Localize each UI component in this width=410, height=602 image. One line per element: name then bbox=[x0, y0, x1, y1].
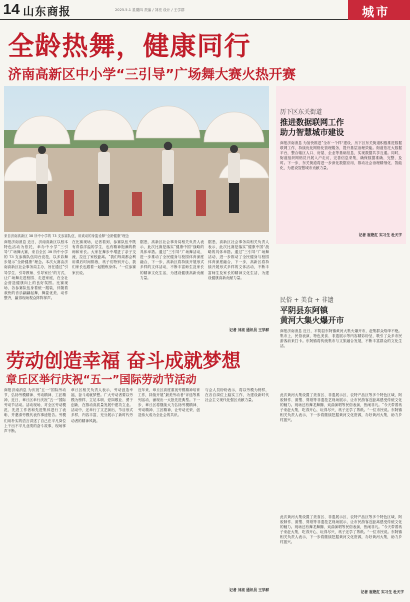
lead-body-col1: 商报济南消息 近日，济南高新区以校本特色活动为依托，举办中小学“三引导”广场舞大赛，来自全区 38 所中小学的 73 支参赛队伍同台竞技，以多彩舞步展示“全龄健康”理念。本次大赛由济南高新区社会事务局主办，旨在通过“引导学生、引导教师、引导家长”的方式，让广场舞走进校园、走进家庭，在全社会营造健康向上的良好氛围。比赛现场，各参赛队伍身着统一服装，伴随着欢快的音乐翩翩起舞，舞姿优美、动作整齐，赢得现场观众阵阵掌声。 bbox=[4, 240, 68, 301]
second-credit: 记者 刘亮 通讯员 王学群 bbox=[229, 588, 269, 592]
story1-body: 商报济南消息 为加快推进“全市一个样”建设，历下区东关街道积极推进数据联网工作，持续优化网格化管理服务，提升基层治理效能。街道依托大数据平台，整合辖区人口、房屋、企业等基础信息，实现数据共享互通。同时，街道组织网格员开展入户走访，完善信息采集，确保数据准确、完整、及时。下一步，东关街道将进一步深化数据应用，推动社会治理精细化、智能化，为建设智慧城市贡献力量。 bbox=[280, 141, 402, 171]
lead-body-col3: 据悉，高新区社会事务局相关负责人表示，此次比赛是落实“健康中国”战略的具体举措。通过“三引导”广场舞活动，进一步推动了全民健身与校园体育深度融合，下一步，高新区将持续开展形式多样的文体活动，不断丰富师生及家长的精神文化生活，为建设健康高新贡献力量。 bbox=[140, 240, 204, 280]
section-tab bbox=[348, 0, 410, 20]
story2-kicker: 民俗 + 美食 + 非遗 bbox=[280, 297, 334, 304]
lead-credit: 记者 刘亮 通讯员 王学群 bbox=[229, 328, 269, 332]
second-subtitle: 章丘区举行庆祝“五一”国际劳动节活动 bbox=[6, 373, 197, 386]
second-body-col1: 商报济南消息 为庆祝“五一”国际劳动节，弘扬劳模精神、劳动精神、工匠精神，近日，章丘区举行庆祝“五一”国际劳动节活动。活动现场，对全区劳动模范、先进工作者和先进集体进行了表彰，并邀请劳模代表作事迹报告。劳模们用朴实的语言讲述了自己在平凡岗位上干出不平凡业绩的奋斗故事，现场掌声不断。 bbox=[4, 388, 66, 433]
second-body-col4: 与会人员纷纷表示，将以劳模为榜样，在各自岗位上踏实工作，为建设新时代社会主义现代化强区贡献力量。 bbox=[205, 388, 269, 403]
lead-title: 全龄热舞，健康同行 bbox=[8, 32, 252, 62]
story1-credit: 记者 崔艳红 实习生 杜天宇 bbox=[358, 233, 402, 237]
dancers-photo bbox=[4, 86, 269, 232]
second-body-col2: 章丘区相关负责人表示，劳动创造幸福，奋斗成就梦想。广大劳动者要以劳模为榜样，立足本职、爱岗敬业、勇于创新，在推动高质量发展中建功立业。活动中，还举行了文艺演出，节目形式多样，内容丰富，充分展示了新时代劳动者的精神风貌。 bbox=[71, 388, 133, 423]
sidebar bbox=[276, 86, 406, 511]
sidebar-story1 bbox=[276, 86, 406, 244]
masthead-meta: 2025.5.1 星期四 责编 / 刘亮 设计 / 王学群 bbox=[115, 8, 185, 12]
sidebar-story2 bbox=[276, 248, 406, 508]
lead-body-col4: 据悉，高新区社会事务局相关负责人表示，此次比赛是落实“健康中国”战略的具体举措。通过“三引导”广场舞活动，进一步推动了全民健身与校园体育深度融合，下一步，高新区将持续开展形式多样的文体活动，不断丰富师生及家长的精神文化生活，为建设健康高新贡献力量。 bbox=[208, 240, 269, 280]
lead-photo bbox=[4, 86, 269, 232]
footer-credit: 记者 崔艳红 实习生 杜天宇 bbox=[360, 590, 404, 594]
page-number: 14 bbox=[3, 1, 20, 18]
story2-title: 平阴县东阿镇 黄河大集火爆开市 bbox=[280, 306, 344, 325]
lead-subtitle: 济南高新区中小学“三引导”广场舞大赛火热开赛 bbox=[8, 67, 296, 83]
second-body-col3: 近年来，章丘区高度重视劳模精神培育工作，持续开展“最美劳动者”评选等系列活动，涌现出一大批先进典型。下一步，章丘区将继续大力弘扬劳模精神、劳动精神、工匠精神，让劳动光荣、创造伟大成为全社会的共识。 bbox=[138, 388, 200, 418]
photo-caption: 来自济南高新区 38 所中小学的 73 支参赛队伍，用欢动的身姿诠释“全龄健康”理念 bbox=[4, 234, 129, 238]
story2-body: 商报济南消息 近日，平阴县东阿镇黄河大集火爆开市，赶集群众络绎不绝。集市上，民俗表演、特色美食、非遗展示等内容精彩纷呈，吸引了众多市民游客前来打卡。东阿镇将传统集市与文旅融合发展，不断丰富群众的文化生活。 bbox=[280, 329, 402, 349]
second-title: 劳动创造幸福 奋斗成就梦想 bbox=[6, 350, 241, 372]
story1-kicker: 历下区东关街道 bbox=[280, 109, 323, 116]
paper-name: 山东商报 bbox=[23, 5, 71, 18]
story1-title: 推进数据联网工作 助力智慧城市建设 bbox=[280, 118, 344, 137]
section-name: 城市 bbox=[362, 5, 391, 19]
sidebar-bottom-body: 此次黄河大集设置了美食区、非遗展示区、农特产品区等多个特色区域，阿胶制作、面塑、剪纸等非遗技艺现场展示，让市民游客近距离感受传统文化的魅力。现场还有舞龙舞狮、戏曲演唱等民俗表演，热闹非凡。“今天带着孩子来赶大集，吃得开心，玩得尽兴，孩子还学了剪纸。”一位市民说。东阿镇相关负责人表示，下一步将继续挖掘黄河文化资源，办好黄河大集，助力乡村振兴。 bbox=[280, 515, 402, 545]
lead-body-col2: 在比赛现场，记者看到，参赛队伍中既有青春洋溢的学生，也有精神饱满的教师和家长。大家在舞步中增进了亲子交流，拉近了家校距离。“我们每周都会利用课后时间排练，孩子们特别开心，我们家长也跟着一起锻炼身体。”一位参赛家长说。 bbox=[72, 240, 136, 275]
story3-body: 此次黄河大集设置了美食区、非遗展示区、农特产品区等多个特色区域，阿胶制作、面塑、剪纸等非遗技艺现场展示，让市民游客近距离感受传统文化的魅力。现场还有舞龙舞狮、戏曲演唱等民俗表演，热闹非凡。“今天带着孩子来赶大集，吃得开心，玩得尽兴，孩子还学了剪纸。”一位市民说。东阿镇相关负责人表示，下一步将继续挖掘黄河文化资源，办好黄河大集，助力乡村振兴。 bbox=[280, 393, 402, 423]
masthead bbox=[0, 0, 410, 20]
